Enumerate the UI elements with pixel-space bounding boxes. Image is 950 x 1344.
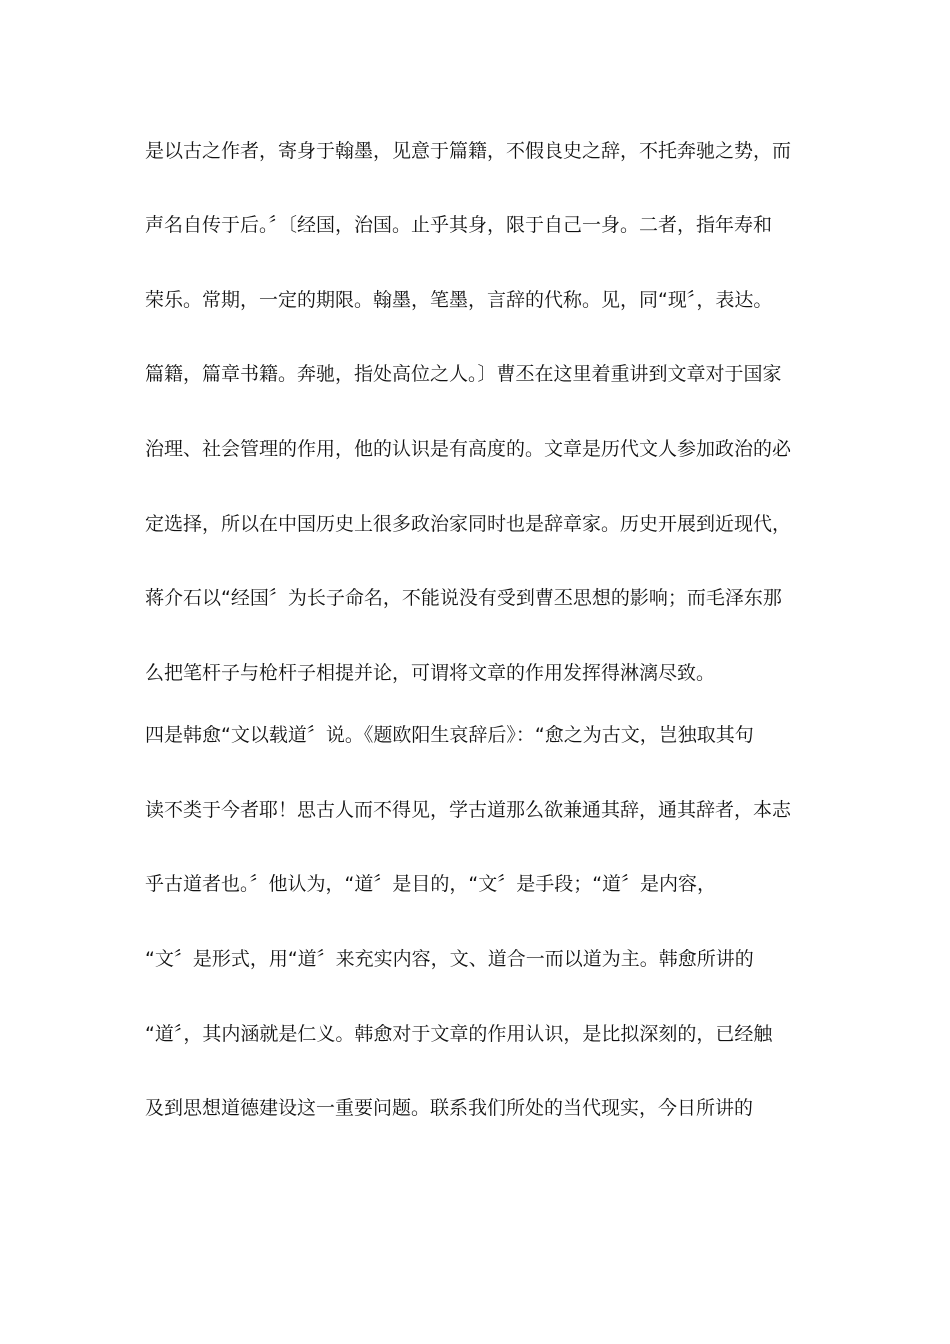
text-line: “文〞是形式，用“道〞来充实内容，文、道合一而以道为主。韩愈所讲的 <box>145 948 754 970</box>
text-line: 治理、社会管理的作用，他的认识是有高度的。文章是历代文人参加政治的必 <box>145 438 792 460</box>
text-line: “道〞，其内涵就是仁义。韩愈对于文章的作用认识，是比拟深刻的，已经触 <box>145 1023 773 1045</box>
text-line: 乎古道者也。〞他认为，“道〞是目的，“文〞是手段；“道〞是内容， <box>145 873 717 895</box>
text-line: 蒋介石以“经国〞为长子命名，不能说没有受到曹丕思想的影响；而毛泽东那 <box>145 587 782 609</box>
text-line: 么把笔杆子与枪杆子相提并论，可谓将文章的作用发挥得淋漓尽致。 <box>145 662 716 684</box>
text-line: 四是韩愈“文以载道〞说。《题欧阳生哀辞后》：“愈之为古文，岂独取其句 <box>145 724 754 746</box>
text-line: 是以古之作者，寄身于翰墨，见意于篇籍，不假良史之辞，不托奔驰之势，而 <box>145 140 792 162</box>
text-line: 定选择，所以在中国历史上很多政治家同时也是辞章家。历史开展到近现代， <box>145 513 792 535</box>
text-line: 声名自传于后。〞〔经国，治国。止乎其身，限于自己一身。二者，指年寿和 <box>145 214 773 236</box>
text-line: 荣乐。常期，一定的期限。翰墨，笔墨，言辞的代称。见，同“现〞，表达。 <box>145 289 773 311</box>
text-line: 读不类于今者耶！思古人而不得见，学古道那么欲兼通其辞，通其辞者，本志 <box>145 799 792 821</box>
text-line: 篇籍，篇章书籍。奔驰，指处高位之人。〕曹丕在这里着重讲到文章对于国家 <box>145 363 782 385</box>
text-line: 及到思想道德建设这一重要问题。联系我们所处的当代现实，今日所讲的 <box>145 1097 754 1119</box>
